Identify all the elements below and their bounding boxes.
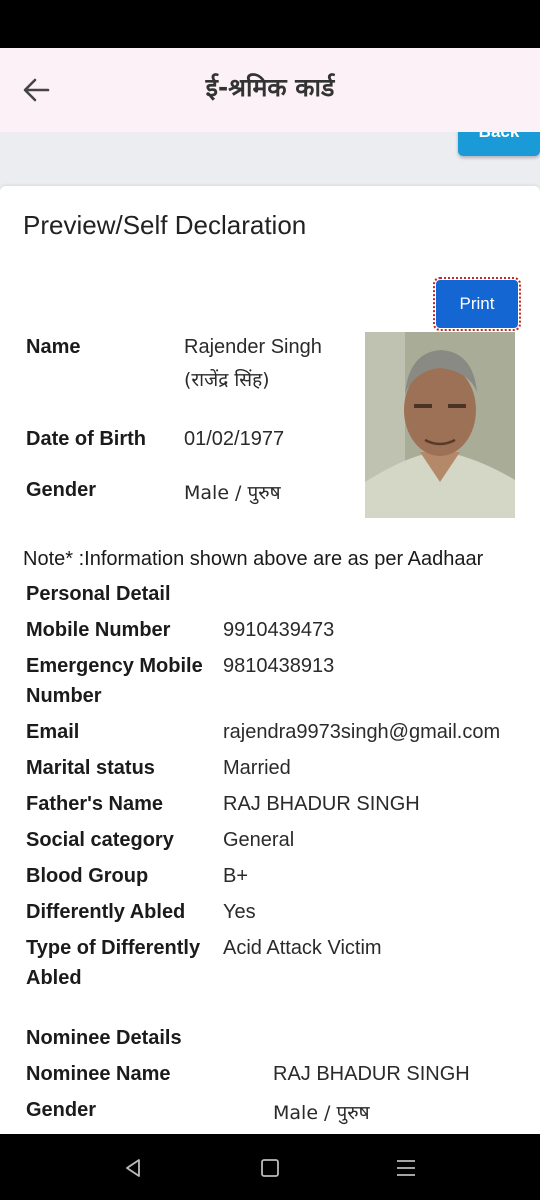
- aadhaar-note: Note* :Information shown above are as per Aadhaar: [23, 548, 484, 570]
- marital-status-label: Marital status: [26, 757, 155, 779]
- social-category-value: General: [223, 829, 295, 851]
- menu-lines-icon[interactable]: [394, 1156, 418, 1180]
- father-name-label: Father's Name: [26, 793, 164, 815]
- father-name-value: RAJ BHADUR SINGH: [223, 793, 420, 815]
- nominee-name-label: Nominee Name: [26, 1063, 171, 1085]
- emergency-mobile-value: 9810438913: [223, 655, 335, 677]
- status-bar: [0, 0, 540, 48]
- nominee-gender-value: Male / पुरुष: [273, 1102, 370, 1124]
- system-nav-bar: [0, 1134, 540, 1200]
- app-bar: [0, 48, 540, 132]
- preview-card: [0, 186, 540, 1146]
- dob-label: Date of Birth: [26, 428, 146, 450]
- social-category-label: Social category: [26, 829, 174, 851]
- mobile-label: Mobile Number: [26, 619, 171, 641]
- nominee-details-heading: Nominee Details: [26, 1027, 182, 1049]
- personal-detail-heading: Personal Detail: [26, 583, 171, 605]
- blood-group-label: Blood Group: [26, 865, 149, 887]
- name-label: Name: [26, 336, 81, 358]
- disability-type-value: Acid Attack Victim: [223, 937, 382, 959]
- marital-status-value: Married: [223, 757, 291, 779]
- profile-photo: [365, 332, 515, 518]
- disability-type-label-line2: Abled: [26, 967, 82, 989]
- name-hindi-value: (राजेंद्र सिंह): [184, 369, 270, 391]
- email-value: rajendra9973singh@gmail.com: [223, 721, 501, 743]
- page-title: Preview/Self Declaration: [23, 210, 307, 240]
- differently-abled-label: Differently Abled: [26, 901, 186, 923]
- nominee-gender-label: Gender: [26, 1099, 97, 1121]
- triangle-back-icon[interactable]: [121, 1156, 145, 1180]
- disability-type-label: Type of Differently: [26, 937, 201, 959]
- blood-group-value: B+: [223, 865, 249, 887]
- emergency-mobile-label-line2: Number: [26, 685, 102, 707]
- emergency-mobile-label: Emergency Mobile: [26, 655, 203, 677]
- differently-abled-value: Yes: [223, 901, 256, 923]
- name-value: Rajender Singh: [184, 336, 322, 358]
- gender-value: Male / पुरुष: [184, 482, 281, 504]
- mobile-value: 9910439473: [223, 619, 335, 641]
- dob-value: 01/02/1977: [184, 428, 285, 450]
- square-home-icon[interactable]: [258, 1156, 282, 1180]
- email-label: Email: [26, 721, 80, 743]
- page-header-title: ई-श्रमिक कार्ड: [205, 73, 335, 102]
- nominee-name-value: RAJ BHADUR SINGH: [273, 1063, 470, 1085]
- print-button[interactable]: Print: [436, 280, 518, 328]
- gender-label: Gender: [26, 479, 97, 501]
